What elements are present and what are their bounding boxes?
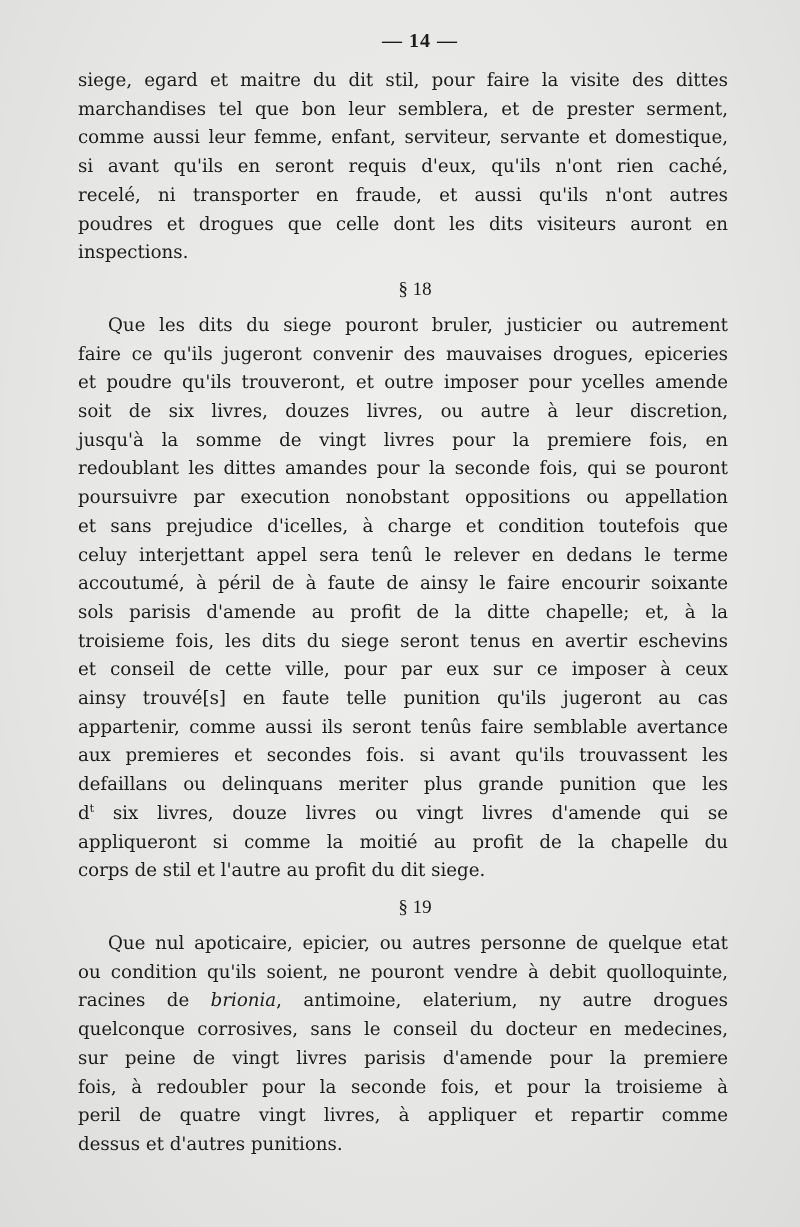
text-line: troisieme fois, les dits du siege seront tenus en avertir eschevins	[78, 630, 728, 652]
text-line: fois, à redoubler pour la seconde fois, et pour la troisieme à	[78, 1076, 728, 1098]
text-line: jusqu'à la somme de vingt livres pour la premiere fois, en	[78, 429, 728, 451]
text-line: $d^t$ six livres, douze livres ou vingt livres d'amende qui se	[78, 801, 728, 824]
text-line: poursuivre par execution nonobstant oppositions ou appellation	[78, 487, 728, 509]
paragraph-p18	[78, 312, 728, 886]
text-line: et poudre qu'ils trouveront, et outre imposer pour ycelles amende	[78, 372, 728, 394]
text-line: ainsy trouvé[s] en faute telle punition qu'ils jugeront au cas	[78, 688, 728, 710]
paragraph-p19	[78, 930, 728, 1160]
document-page	[78, 30, 728, 1160]
section-heading-h19: § 19	[398, 896, 432, 918]
text-line: celuy interjettant appel sera tenû le relever en dedans le terme	[78, 544, 728, 566]
page-number: — 14 —	[382, 30, 458, 52]
paragraph-p1	[78, 67, 728, 268]
text-line: inspections.	[78, 242, 189, 264]
text-line: marchandises tel que bon leur semblera, et de prester serment,	[78, 98, 728, 120]
text-line: Que nul apoticaire, epicier, ou autres personne de quelque etat	[108, 932, 728, 954]
text-line: accoutumé, à péril de à faute de ainsy le faire encourir soixante	[78, 573, 728, 595]
text-line: racines de brionia, antimoine, elaterium, ny autre drogues	[78, 990, 728, 1012]
section-heading-h18: § 18	[398, 278, 432, 300]
text-line: et conseil de cette ville, pour par eux sur ce imposer à ceux	[78, 659, 728, 681]
text-line: soit de six livres, douzes livres, ou autre à leur discretion,	[78, 401, 728, 423]
text-line: Que les dits du siege pouront bruler, justicier ou autrement	[108, 314, 728, 336]
text-line: appartenir, comme aussi ils seront tenûs faire semblable avertance	[78, 716, 728, 738]
text-line: appliqueront si comme la moitié au profit de la chapelle du	[78, 831, 728, 853]
text-line: recelé, ni transporter en fraude, et aussi qu'ils n'ont autres	[78, 184, 728, 206]
text-line: quelconque corrosives, sans le conseil du docteur en medecines,	[78, 1019, 728, 1041]
text-line: si avant qu'ils en seront requis d'eux, qu'ils n'ont rien caché,	[78, 156, 728, 178]
document-body	[78, 67, 728, 1160]
text-line: poudres et drogues que celle dont les dits visiteurs auront en	[78, 213, 728, 235]
text-line: peril de quatre vingt livres, à appliquer et repartir comme	[78, 1105, 728, 1127]
text-line: dessus et d'autres punitions.	[78, 1133, 343, 1155]
text-line: faire ce qu'ils jugeront convenir des mauvaises drogues, epiceries	[78, 343, 728, 365]
text-line: comme aussi leur femme, enfant, serviteur, servante et domestique,	[78, 127, 728, 149]
text-line: aux premieres et secondes fois. si avant qu'ils trouvassent les	[78, 745, 728, 767]
text-line: redoublant les dittes amandes pour la seconde fois, qui se pouront	[78, 458, 728, 480]
text-line: sur peine de vingt livres parisis d'amende pour la premiere	[78, 1047, 728, 1069]
text-line: ou condition qu'ils soient, ne pouront vendre à debit quolloquinte,	[78, 961, 728, 983]
text-line: siege, egard et maitre du dit stil, pour faire la visite des dittes	[78, 70, 728, 91]
text-line: corps de stil et l'autre au profit du dit siege.	[78, 860, 486, 882]
text-line: sols parisis d'amende au profit de la ditte chapelle; et, à la	[78, 601, 728, 623]
text-line: et sans prejudice d'icelles, à charge et condition toutefois que	[78, 515, 728, 537]
text-line: defaillans ou delinquans meriter plus grande punition que les	[78, 774, 728, 796]
